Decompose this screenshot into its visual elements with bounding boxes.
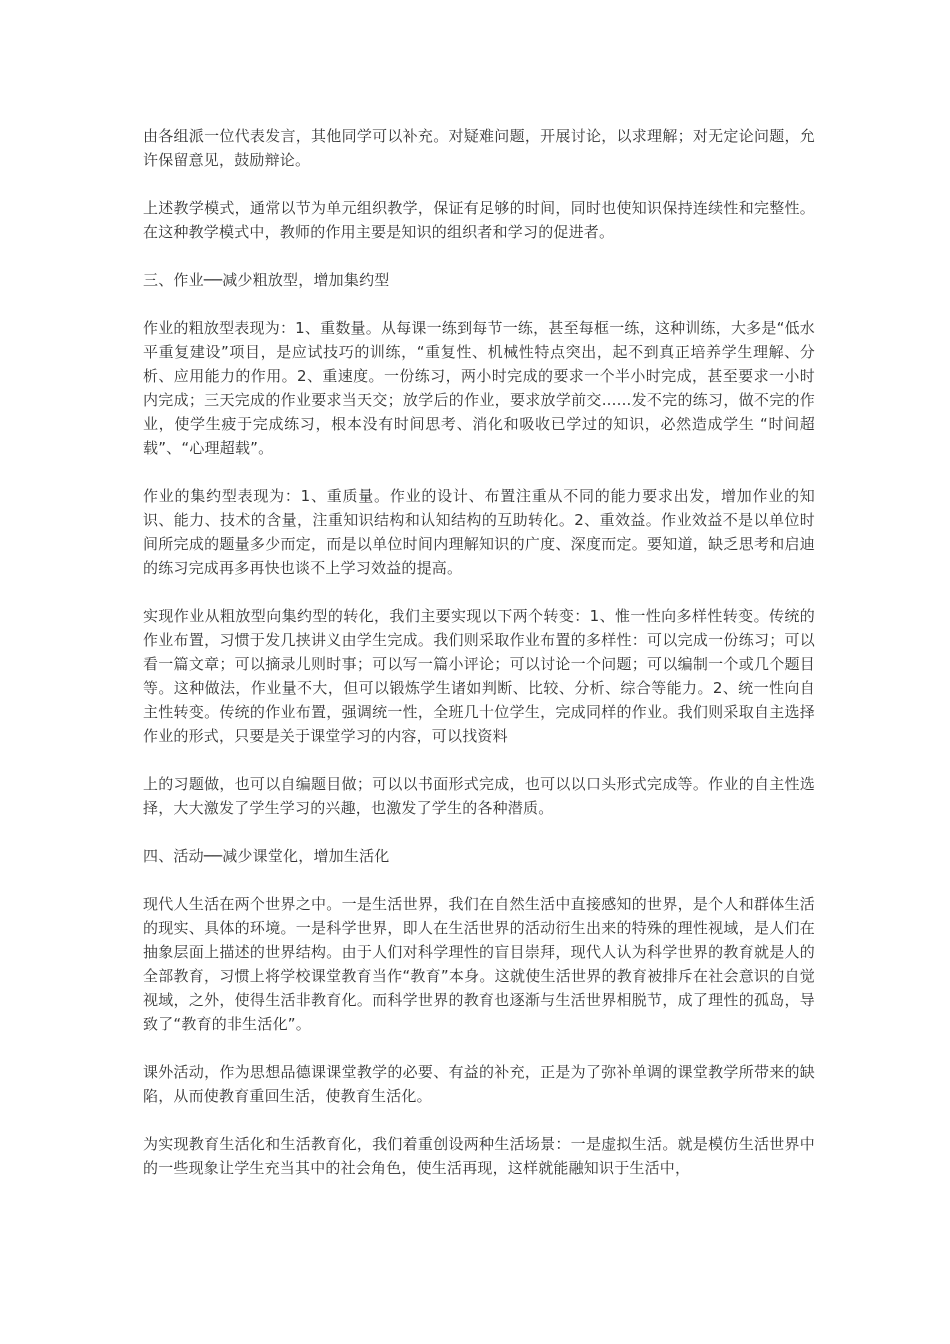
paragraph-8: 课外活动，作为思想品德课课堂教学的必要、有益的补充，正是为了弥补单调的课堂教学所带来的缺陷，从而使教育重回生活，使教育生活化。	[143, 1063, 815, 1105]
paragraph-6: 上的习题做，也可以自编题目做；可以以书面形式完成，也可以以口头形式完成等。作业的自主性选择，大大激发了学生学习的兴趣，也激发了学生的各种潜质。	[143, 775, 815, 817]
paragraph-4: 作业的集约型表现为：1、重质量。作业的设计、布置注重从不同的能力要求出发，增加作业的知识、能力、技术的含量，注重知识结构和认知结构的互助转化。2、重效益。作业效益不是以单位时间所完成的题量多少而定，而是以单位时间内理解知识的广度、深度而定。要知道，缺乏思考和启迪的练习完成再多再快也谈不上学习效益的提高。	[143, 487, 815, 577]
paragraph-5: 实现作业从粗放型向集约型的转化，我们主要实现以下两个转变：1、惟一性向多样性转变。传统的作业布置，习惯于发几挟讲义由学生完成。我们则采取作业布置的多样性：可以完成一份练习；可以看一篇文章；可以摘录儿则时事；可以写一篇小评论；可以讨论一个问题；可以编制一个或几个题目等。这种做法，作业量不大，但可以锻炼学生诸如判断、比较、分析、综合等能力。2、统一性向自主性转变。传统的作业布置，强调统一性，全班几十位学生，完成同样的作业。我们则采取自主选择作业的形式，只要是关于课堂学习的内容，可以找资料	[143, 607, 815, 745]
paragraph-9: 为实现教育生活化和生活教育化，我们着重创设两种生活场景：一是虚拟生活。就是模仿生活世界中的一些现象让学生充当其中的社会角色，使生活再现，这样就能融知识于生活中，	[143, 1135, 815, 1177]
paragraph-2: 上述教学模式，通常以节为单元组织教学，保证有足够的时间，同时也使知识保持连续性和完整性。在这种教学模式中，教师的作用主要是知识的组织者和学习的促进者。	[143, 199, 815, 241]
document-page	[143, 124, 815, 1204]
paragraph-7: 现代人生活在两个世界之中。一是生活世界，我们在自然生活中直接感知的世界，是个人和群体生活的现实、具体的环境。一是科学世界，即人在生活世界的活动衍生出来的特殊的理性视域，是人们在抽象层面上描述的世界结构。由于人们对科学理性的盲目崇拜，现代人认为科学世界的教育就是人的全部教育，习惯上将学校课堂教育当作“教育”本身。这就使生活世界的教育被排斥在社会意识的自觉视域，之外，使得生活非教育化。而科学世界的教育也逐渐与生活世界相脱节，成了理性的孤岛，导致了“教育的非生活化”。	[143, 895, 815, 1033]
section-heading-4: 四、活动──减少课堂化，增加生活化	[143, 847, 390, 865]
paragraph-3: 作业的粗放型表现为：1、重数量。从每课一练到每节一练，甚至每框一练，这种训练，大多是“低水平重复建设”项目，是应试技巧的训练，“重复性、机械性特点突出，起不到真正培养学生理解、分析、应用能力的作用。2、重速度。一份练习，两小时完成的要求一个半小时完成，甚至要求一小时内完成；三天完成的作业要求当天交；放学后的作业，要求放学前交......发不完的练习，做不完的作业，使学生疲于完成练习，根本没有时间思考、消化和吸收已学过的知识，必然造成学生 “时间超载”、“心理超载”。	[143, 319, 815, 457]
paragraph-1: 由各组派一位代表发言，其他同学可以补充。对疑难问题，开展讨论，以求理解；对无定论问题，允许保留意见，鼓励辩论。	[143, 127, 815, 169]
section-heading-3: 三、作业──减少粗放型，增加集约型	[143, 271, 390, 289]
